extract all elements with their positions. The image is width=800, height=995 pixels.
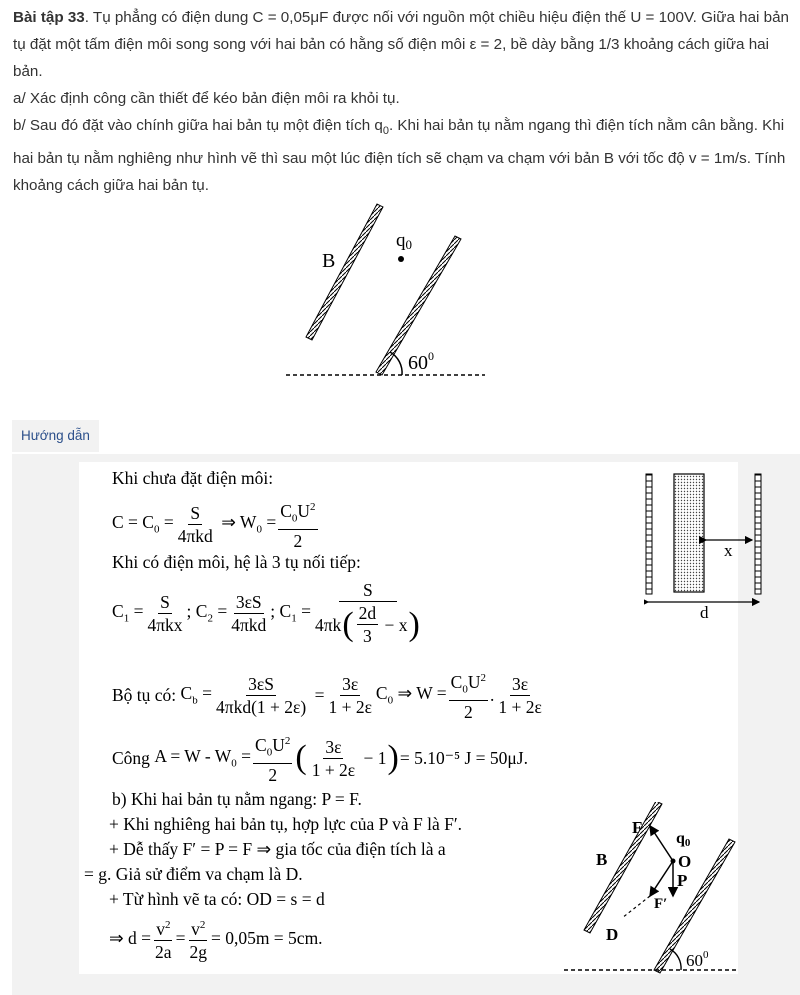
force-f-prime: [650, 861, 673, 896]
label-o: O: [678, 852, 692, 871]
solution-b3: + Dễ thấy F′ = P = F ⇒ gia tốc của điện tích là a: [109, 839, 446, 859]
left-plate: [646, 474, 652, 594]
plate-b: [306, 204, 383, 340]
equation-series: $C_1$ = $\frac{S}{\text{4πkx}}$ ; $C_2$ = $\frac{3\varepsilon S}{\text{4πkd}}$ ; $C_1$ = S 4πk ( $\frac{2d}{3}$ − x ): [112, 580, 420, 646]
problem-part-a: a/ Xác định công cần thiết để kéo bản điện môi ra khỏi tụ.: [13, 90, 400, 107]
equation-work: Công $A = W - W_0$ = $\frac{C_0U^2}{2}$ ( $\frac{3\varepsilon}{1 + 2\varepsilon}$ − 1 ) = 5.10⁻⁵ J = 50μJ.: [112, 730, 528, 786]
force-f: [650, 826, 673, 861]
trajectory-od: [622, 896, 650, 918]
charge-dot: [398, 256, 404, 262]
equation-distance: ⇒ d = $\frac{v^2}{2a}$ = $\frac{v^2}{2g}$ = 0,05m = 5cm.: [109, 914, 323, 963]
problem-statement: [13, 4, 793, 199]
problem-part-b: b/ Sau đó đặt vào chính giữa hai bản tụ một điện tích $q_0$. Khi hai bản tụ nằm ngang thì điện tích nằm cân bằng. Khi hai bản tụ nằm nghiêng như hình vẽ thì sau một lúc điện tích sẽ chạm va chạm với bản B với tốc độ v = 1m/s. Tính khoảng cách giữa hai bản tụ.: [13, 117, 786, 195]
solution-scan: [79, 462, 738, 974]
figure-dielectric: [644, 472, 764, 622]
figure-tilted-capacitor: [270, 200, 510, 385]
label-q0: q0: [676, 830, 691, 849]
solution-line-1: Khi chưa đặt điện môi:: [112, 468, 274, 488]
label-p: P: [677, 871, 688, 890]
problem-intro: Bài tập 33. Tụ phẳng có điện dung C = 0,05μF được nối với nguồn một chiều hiệu điện thế U = 100V. Giữa hai bản tụ đặt một tấm điện môi song song với hai bản có hằng số điện môi ε = 2, bề dày bằng 1/3 khoảng cách giữa hai bản.: [13, 9, 789, 80]
label-angle: $60^0$: [686, 949, 709, 970]
solution-b5: + Từ hình vẽ ta có: OD = s = d: [109, 889, 325, 909]
d-label: d: [700, 603, 709, 622]
x-label: x: [724, 541, 733, 560]
guide-toggle-button[interactable]: Hướng dẫn: [12, 420, 99, 452]
right-plate: [755, 474, 761, 594]
problem-title: Bài tập 33: [13, 9, 85, 26]
label-d: D: [606, 925, 619, 944]
label-f: F: [632, 818, 643, 837]
solution-line-3: Khi có điện môi, hệ là 3 tụ nối tiếp:: [112, 552, 361, 572]
solution-panel: [12, 454, 800, 995]
figure-force-diagram: [564, 802, 739, 977]
angle-label: $60^0$: [408, 349, 434, 374]
solution-b4: = g. Giả sử điểm va chạm là D.: [84, 864, 303, 884]
equation-c0: $C = C_0$ = $\frac{S}{\text{4πkd}}$ ⇒ $W_0$ = $\frac{C_0U^2}{2}$: [112, 496, 320, 552]
solution-b1: b) Khi hai bản tụ nằm ngang: P = F.: [112, 789, 362, 809]
dielectric-slab: [674, 474, 704, 592]
label-f-prime: F′: [654, 896, 668, 912]
equation-bo-tu: Bộ tụ có: $C_b$ = $\frac{3\varepsilon S}{\text{4πkd(1 + 2ε)}}$ = $\frac{3\varepsilon}{1 + 2\varepsilon}$ $C_0$ ⇒ W = $\frac{C_0U^2}{2}$ . $\frac{3\varepsilon}{1 + 2\varepsilon}$: [112, 667, 546, 723]
charge-label: q0: [396, 230, 412, 252]
label-b: B: [596, 850, 608, 869]
solution-b2: + Khi nghiêng hai bản tụ, hợp lực của P và F là F′.: [109, 814, 463, 834]
plate-label-b: B: [322, 250, 336, 272]
